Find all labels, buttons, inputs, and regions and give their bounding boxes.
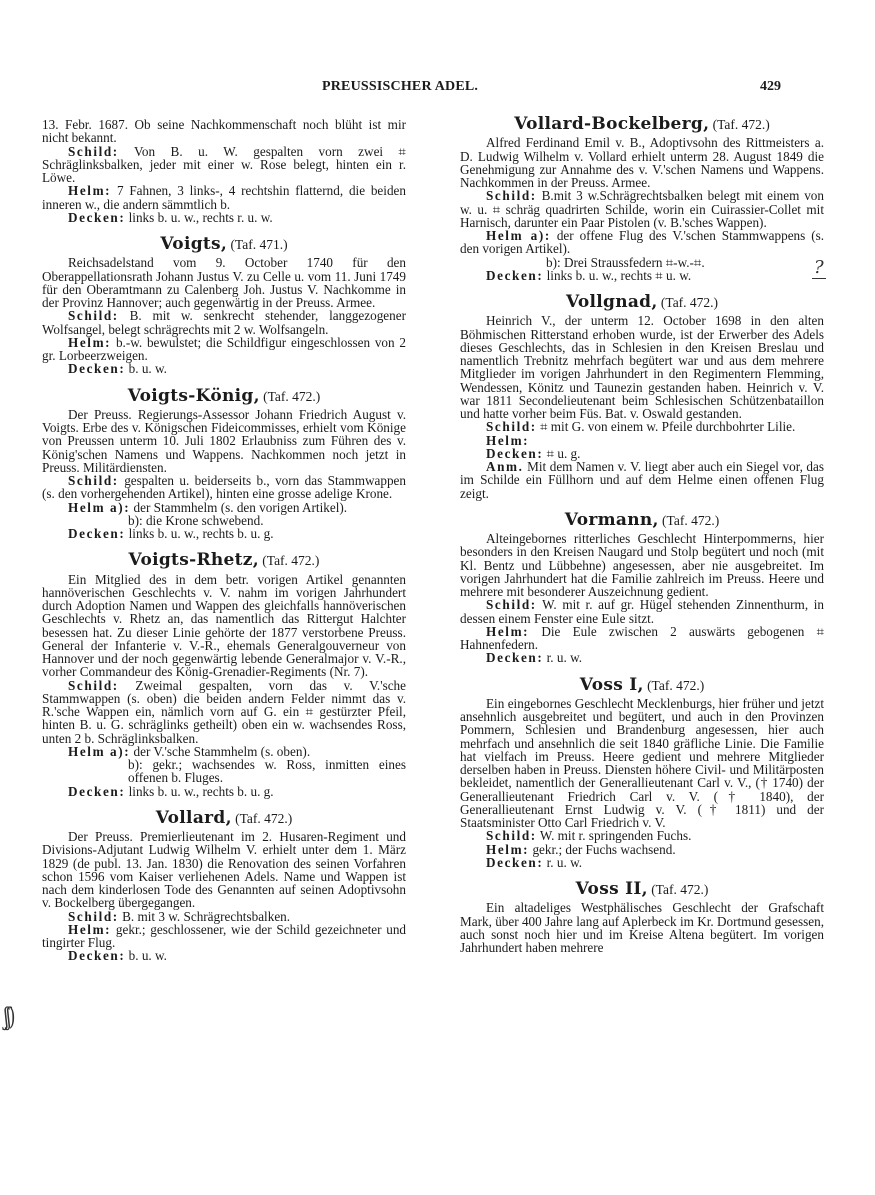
decken-field xyxy=(42,527,406,540)
helm-text: der V.'sche Stammhelm (s. oben). xyxy=(133,743,311,759)
entry-name: Vollgnad, xyxy=(565,292,658,312)
entry-voss-ii xyxy=(460,879,824,955)
plate-reference: (Taf. 472.) xyxy=(263,388,321,404)
entry-voss-i xyxy=(460,674,824,870)
annotation-label: Anm. xyxy=(486,459,524,474)
schild-text: ⌗ mit G. von einem w. Pfeile durchbohrter Lilie. xyxy=(540,419,796,435)
decken-label: Decken: xyxy=(68,209,126,225)
entry-name: Vollard-Bockelberg, xyxy=(514,114,710,134)
schild-text: W. mit r. springenden Fuchs. xyxy=(539,828,692,844)
entry-heading xyxy=(460,509,824,530)
decken-field xyxy=(42,362,406,375)
decken-text: links b. u. w., rechts r. u. w. xyxy=(128,209,273,225)
schild-label: Schild: xyxy=(68,143,119,159)
entry-name: Vormann, xyxy=(564,509,659,530)
entry-vollard xyxy=(42,807,407,964)
helm-text: 7 Fahnen, 3 links-, 4 rechtshin flatternd, die beiden inneren w., die andern sämmtlich b. xyxy=(42,183,406,212)
decken-text: links b. u. w., rechts ⌗ u. w. xyxy=(546,267,692,283)
decken-label: Decken: xyxy=(68,361,126,377)
decken-field xyxy=(460,269,824,282)
schild-text: B.mit 3 w.Schrägrechtsbalken belegt mit einem von w. u. ⌗ schräg quadrirten Schilde, worin ein Cuirassier-Collet mit Harnisch, darunter ein Paar Pistolen (v. B.'sches Wappen). xyxy=(460,188,824,230)
entry-text: Alfred Ferdinand Emil v. B., Adoptivsohn des Rittmeisters a. D. Ludwig Wilhelm v. Vollard erhielt unterm 28. August 1849 die Genehmigung zur Annahme des v. V.'schen Namens und Wappens. Nachkommen in der Preuss. Armee. xyxy=(460,135,824,190)
margin-question-mark: ? xyxy=(814,257,824,278)
decken-text: r. u. w. xyxy=(546,854,583,870)
decken-label: Decken: xyxy=(486,445,544,461)
entry-voigts-koenig xyxy=(42,385,407,541)
helm-field xyxy=(42,336,406,363)
decken-text: ⌗ u. g. xyxy=(546,445,581,461)
decken-field xyxy=(42,785,406,798)
schild-field xyxy=(460,189,824,229)
entry-text: Heinrich V., der unterm 12. October 1698 in den alten Böhmischen Ritterstand erhoben wurde, ist der Erwerber des Adels dieses Geschlechts, das in Schlesien in den Kreisen Breslau und namentlich Trebnitz mehrfach begütert war und aus dem mehrere Mitglieder im vorigen Jahrhundert in den Regimentern Flemming, Wendessen, Könitz und Taunezin gestanden haben. Heinrich v. V. war 1811 Secondelieutenant beim Schlesischen Schützenbataillon und hatte vorher beim Füs. Bat. v. Oswald gestanden. xyxy=(460,313,824,421)
entry-voigts-rhetz xyxy=(42,550,407,799)
helm-label: Helm: xyxy=(486,841,530,857)
entry-vormann xyxy=(460,509,824,666)
entry-name: Voss I, xyxy=(579,674,644,695)
decken-label: Decken: xyxy=(486,854,544,870)
entry-text: 13. Febr. 1687. Ob seine Nachkommenschaft noch blüht ist mir nicht bekannt. xyxy=(42,117,406,146)
schild-field xyxy=(42,910,406,923)
entry-text: Ein eingebornes Geschlecht Mecklenburgs, hier früher und jetzt ansehnlich ausgebreitet und begütert, und auch in den Provinzen Pommern, Schlesien und Brandenburg angesessen, hier auch mehrfach und ansehnlich die seit 1840 gräfliche Linie. Die Familie hat vielfach im Preuss. Heere gedient und mehrere Mitglieder derselben haben in Preuss. Diensten höhere Civil- und Militärposten bekleidet, namentlich der Generallieutenant Carl v. V., († 1740) der Generallieutenant Friedrich Carl v. V. († 1840), der Generallieutenant Ernst Ludwig v. V. († 1811) und der Staatsminister Otto Carl Friedrich v. V. xyxy=(460,695,824,830)
schild-text: Zweimal gespalten, vorn das v. V.'sche Stammwappen (s. oben) die beiden andern Felder nimmt das v. R.'sche Wappen ein, nämlich vorn auf G. ein ⌗ gestürzter Pfeil, hinten B. u. G. schräglinks getheilt) oben ein w. wachsendes Ross, unten 2 b. Schräglinksbalken. xyxy=(42,677,407,746)
helm-label: Helm: xyxy=(68,334,112,350)
entry-name: Voigts-Rhetz, xyxy=(128,550,259,571)
plate-reference: (Taf. 472.) xyxy=(651,882,709,897)
schild-field xyxy=(42,679,406,745)
decken-text: links b. u. w., rechts b. u. g. xyxy=(128,526,274,541)
entry-text: Der Preuss. Premierlieutenant im 2. Husaren-Regiment und Divisions-Adjutant Ludwig Wilhelm V. erhielt unter dem 1. März 1829 (de publ. 13. Jan. 1830) die Renovation des seinen Vorfahren schon 1596 vom Kaiser verliehenen Adels. Name und Wappen ist nach dem kinderlosen Tode des Genannten auf seinen Adoptivsohn v. Bockelberg übergegangen. xyxy=(42,829,406,911)
decken-field xyxy=(460,447,824,460)
helm-text: gekr.; geschlossener, wie der Schild gezeichneter und tingirter Flug. xyxy=(42,921,407,950)
decken-label: Decken: xyxy=(68,948,126,964)
entry-voigts xyxy=(42,234,406,377)
decken-label: Decken: xyxy=(486,267,544,283)
entry-text: Der Preuss. Regierungs-Assessor Johann Friedrich August v. Voigts. Erbe des v. Königschen Fideicommisses, erhielt vom Könige von Preussen unterm 10. Juli 1802 Erlaubniss zum Führen des v. König'schen Namens und Wappens. Nachkommen noch jetzt in Preuss. Militärdiensten. xyxy=(42,406,406,475)
schild-text: gespalten u. beiderseits b., vorn das Stammwappen (s. den vorhergehenden Artikel), hinten eine grosse adelige Krone. xyxy=(42,473,407,502)
entry-name: Voigts, xyxy=(160,234,228,254)
decken-text: links b. u. w., rechts b. u. g. xyxy=(128,783,274,799)
helm-text: b.-w. bewulstet; die Schildfigur eingeschlossen von 2 gr. Lorbeerzweigen. xyxy=(42,334,406,363)
entry-text: Ein Mitglied des in dem betr. vorigen Artikel genannten hannöverischen Geschlechts v. V. nahm im vorigen Jahrhundert durch Adoption Namen und Wappen des gleichfalls hannöverischen Geschlechts v. Rhetz an, das namentlich das Rittergut Halchter besessen hat. Zu dieser Linie gehörte der 1877 verstorbene Preuss. General der Infanterie v. V.-R., ehemals Generalgouverneur von Hannover und der noch gegenwärtig lebende Generalmajor v. V.-R., vorher Commandeur des König-Grenadier-Regiments (Nr. 7). xyxy=(42,571,406,680)
plate-reference: (Taf. 472.) xyxy=(660,295,719,310)
entry-continuation xyxy=(42,118,406,224)
entry-name: Voss II, xyxy=(575,879,648,899)
entry-vollard-bockelberg xyxy=(460,114,825,283)
helm-field xyxy=(460,434,824,447)
schild-field xyxy=(460,420,824,433)
helm-label: Helm: xyxy=(68,921,112,937)
entry-heading xyxy=(42,385,406,406)
margin-smudge: ʃʃ) xyxy=(4,1003,14,1031)
plate-reference: (Taf. 472.) xyxy=(647,677,705,693)
schild-field xyxy=(42,474,406,501)
helm-text: der Stammhelm (s. den vorigen Artikel). xyxy=(133,499,348,515)
entry-heading xyxy=(42,807,406,828)
entry-heading xyxy=(460,292,824,312)
left-column xyxy=(42,118,406,963)
schild-label: Schild: xyxy=(68,308,119,324)
decken-text: b. u. w. xyxy=(128,948,167,964)
helm-field xyxy=(460,843,824,856)
schild-label: Schild: xyxy=(486,597,537,613)
helm-b-text: b): Drei Straussfedern ⌗-w.-⌗. xyxy=(546,254,705,270)
schild-label: Schild: xyxy=(486,188,537,204)
schild-text: W. mit r. auf gr. Hügel stehenden Zinnenthurm, in dessen einem Fenster eine Eule sitzt. xyxy=(460,597,824,626)
plate-reference: (Taf. 471.) xyxy=(230,237,288,252)
annotation-text: Mit dem Namen v. V. liegt aber auch ein Siegel vor, das im Schilde ein Füllhorn und auf dem Helme einen offenen Flug zeigt. xyxy=(460,459,825,501)
schild-label: Schild: xyxy=(486,419,537,435)
helm-label: Helm a): xyxy=(486,228,551,243)
entry-heading xyxy=(460,674,824,695)
helm-text: der offene Flug des V.'schen Stammwappens (s. den vorigen Artikel). xyxy=(460,228,825,257)
decken-field xyxy=(42,949,406,962)
decken-label: Decken: xyxy=(486,650,544,666)
helm-label: Helm a): xyxy=(68,499,131,515)
helm-label: Helm: xyxy=(486,432,530,448)
schild-label: Schild: xyxy=(68,677,119,693)
schild-label: Schild: xyxy=(486,828,537,844)
entry-text: Alteingebornes ritterliches Geschlecht Hinterpommerns, hier besonders in den Kreisen Naugard und Stolp begütert und noch (mit Kl. Bentz und Lübbehne) angesessen, aber nie ausgebreitet. Im vorigen Jahrhundert hat die Familie zahlreich im Preuss. Heere und mehrere mit besonderer Auszeichnung gedient. xyxy=(460,531,824,599)
helm-field xyxy=(42,745,406,758)
schild-field xyxy=(460,829,824,842)
entry-text: Ein altadeliges Westphälisches Geschlecht der Grafschaft Mark, über 400 Jahre lang auf Aplerbeck im Kr. Dortmund gesessen, auch sonst noch hier und im Kreise Altena begütert. Im vorigen Jahrhundert haben mehrere xyxy=(460,900,824,955)
right-column xyxy=(460,114,825,955)
plate-reference: (Taf. 472.) xyxy=(235,810,293,826)
decken-label: Decken: xyxy=(68,783,126,799)
running-head xyxy=(0,79,875,99)
annotation-field xyxy=(460,460,824,500)
decken-label: Decken: xyxy=(68,526,126,541)
schild-text: Von B. u. W. gespalten vorn zwei ⌗ Schräglinksbalken, jeder mit einer w. Rose belegt, hinten ein r. Löwe. xyxy=(42,143,406,185)
entry-heading xyxy=(460,879,824,899)
schild-label: Schild: xyxy=(68,908,119,924)
helm-field xyxy=(42,184,406,211)
helm-label: Helm a): xyxy=(68,743,131,759)
plate-reference: (Taf. 472.) xyxy=(712,117,770,132)
helm-text: gekr.; der Fuchs wachsend. xyxy=(532,841,676,857)
running-title: PREUSSISCHER ADEL. xyxy=(322,79,479,94)
plate-reference: (Taf. 472.) xyxy=(662,512,720,528)
schild-text: B. mit w. senkrecht stehender, langgezogener Wolfsangel, belegt schrägrechts mit 2 w. Wolfsangeln. xyxy=(42,308,406,337)
entry-heading xyxy=(42,234,406,254)
schild-field xyxy=(42,145,406,185)
plate-reference: (Taf. 472.) xyxy=(262,553,320,569)
entry-heading xyxy=(42,550,406,571)
entry-name: Voigts-König, xyxy=(127,385,260,406)
decken-text: b. u. w. xyxy=(128,361,167,377)
schild-field xyxy=(460,598,824,625)
page-number: 429 xyxy=(760,79,781,94)
schild-field xyxy=(42,309,406,336)
entry-name: Vollard, xyxy=(155,807,232,828)
helm-text: Die Eule zwischen 2 auswärts gebogenen ⌗ Hahnenfedern. xyxy=(460,623,824,652)
helm-field xyxy=(42,501,406,514)
helm-field xyxy=(42,923,406,950)
schild-label: Schild: xyxy=(68,473,119,488)
helm-field xyxy=(460,625,824,652)
helm-field xyxy=(460,229,824,256)
helm-b-text: b): gekr.; wachsendes w. Ross, inmitten eines offenen b. Fluges. xyxy=(128,757,406,786)
helm-label: Helm: xyxy=(68,183,112,199)
decken-field xyxy=(460,856,824,869)
entry-vollgnad xyxy=(460,292,825,501)
helm-label: Helm: xyxy=(486,623,530,639)
decken-field xyxy=(42,211,406,224)
entry-heading xyxy=(460,114,824,134)
decken-text: r. u. w. xyxy=(546,650,583,666)
entry-text: Reichsadelstand vom 9. October 1740 für den Oberappellationsrath Johann Justus V. zu Celle u. vom 11. Juni 1749 für den Oberamtmann zu Calenberg Joh. Justus V. Nachkomme in der Provinz Hannover; auch gegenwärtig in der Preuss. Armee. xyxy=(42,255,406,310)
decken-field xyxy=(460,651,824,664)
schild-text: B. mit 3 w. Schrägrechtsbalken. xyxy=(122,908,291,924)
helm-b-text: b): die Krone schwebend. xyxy=(128,512,264,528)
